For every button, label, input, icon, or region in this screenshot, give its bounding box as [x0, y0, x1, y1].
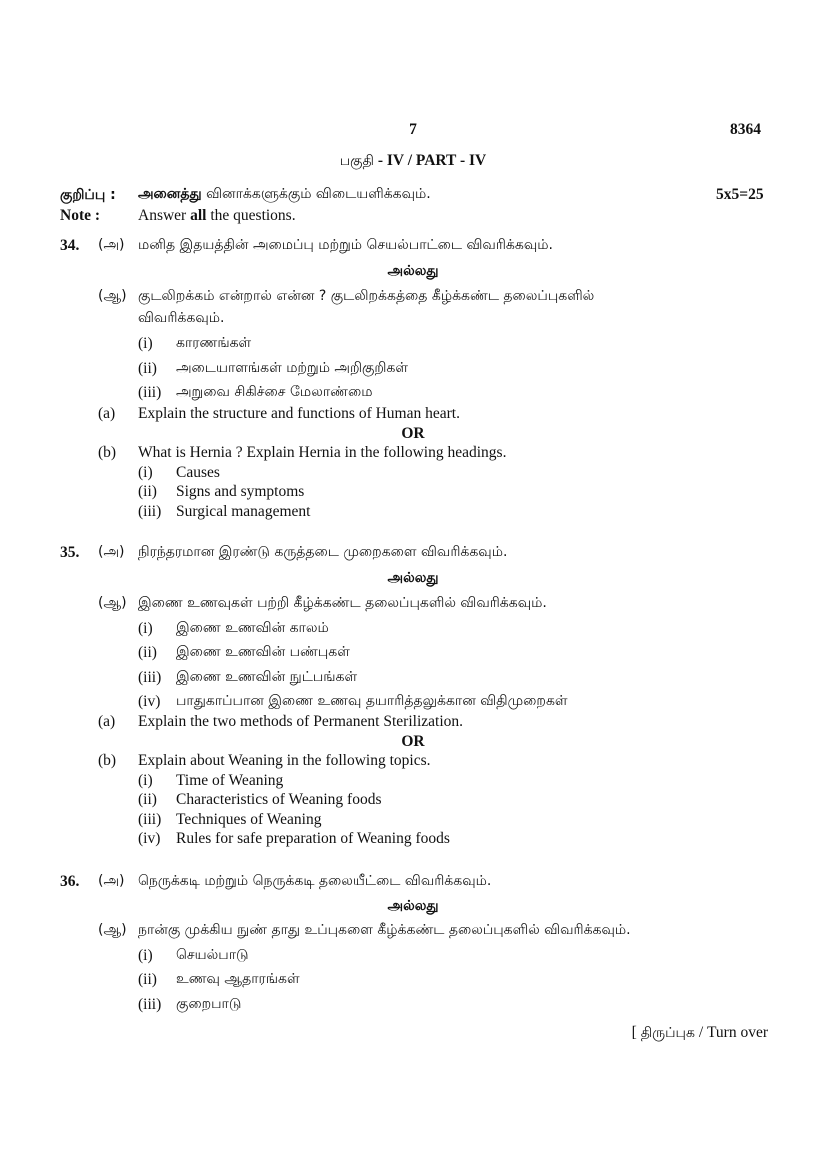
q35-b-item-text: பாதுகாப்பான இணை உணவு தயாரித்தலுக்கான விதிமுறைகள் [176, 693, 568, 709]
part-heading [0, 152, 826, 171]
q35-b-text: இணை உணவுகள் பற்றி கீழ்க்கண்ட தலைப்புகளில் விவரிக்கவும். [138, 595, 547, 611]
q34-en-b-item-num: (i) [138, 464, 153, 481]
q34-a-text: மனித இதயத்தின் அமைப்பு மற்றும் செயல்பாட்டை விவரிக்கவும். [138, 237, 553, 253]
q34-en-b-item-text: Causes [176, 464, 220, 481]
q36-number: 36. [60, 873, 80, 890]
q36-b-item-text: செயல்பாடு [176, 947, 249, 963]
paper-code: 8364 [730, 121, 761, 138]
q34-en-b-text: What is Hernia ? Explain Hernia in the following headings. [138, 444, 507, 461]
q34-or-english: OR [401, 425, 425, 442]
q35-or-tamil: அல்லது [387, 570, 439, 586]
turn-over-bracket: [ [631, 1024, 641, 1041]
q34-a-label: (அ) [98, 237, 125, 253]
q35-or-english: OR [401, 733, 425, 750]
q35-a-label: (அ) [98, 544, 125, 560]
q35-en-b-item-num: (iii) [138, 811, 162, 828]
q36-b-item-text: குறைபாடு [176, 996, 242, 1012]
q36-or-tamil: அல்லது [387, 898, 439, 914]
q36-b-item-num: (iii) [138, 996, 162, 1013]
note-tamil-label-text: குறிப்பு : [60, 187, 116, 203]
q36-a-text: நெருக்கடி மற்றும் நெருக்கடி தலையீட்டை விவரிக்கவும். [138, 873, 492, 889]
q34-or-tamil: அல்லது [387, 263, 439, 279]
q35-en-b-text: Explain about Weaning in the following topics. [138, 752, 431, 769]
turn-over [590, 1024, 768, 1043]
note-tamil-label [60, 186, 116, 205]
q34-b-item-num: (iii) [138, 384, 162, 401]
q35-en-b-item-num: (iv) [138, 830, 161, 847]
turn-over-tamil: திருப்புக [640, 1025, 695, 1041]
q35-en-b-item-num: (ii) [138, 791, 157, 808]
q34-b-item-text: அறுவை சிகிச்சை மேலாண்மை [176, 384, 373, 400]
q35-en-b-label: (b) [98, 752, 117, 769]
q34-b-item-num: (ii) [138, 360, 157, 377]
part-heading-rest: - IV / PART - IV [373, 152, 487, 169]
turn-over-english: / Turn over [694, 1024, 768, 1041]
q35-en-b-item-text: Time of Weaning [176, 772, 284, 789]
q34-b-text-1: குடலிறக்கம் என்றால் என்ன ? குடலிறக்கத்தை கீழ்க்கண்ட தலைப்புகளில் [138, 288, 595, 304]
q34-en-b-item-num: (iii) [138, 503, 162, 520]
q35-b-item-num: (ii) [138, 644, 157, 661]
q36-b-item-num: (i) [138, 947, 153, 964]
q34-number: 34. [60, 237, 80, 254]
q35-en-b-item-text: Rules for safe preparation of Weaning foods [176, 830, 450, 847]
q36-b-item-text: உணவு ஆதாரங்கள் [176, 971, 300, 987]
q34-b-item-text: அடையாளங்கள் மற்றும் அறிகுறிகள் [176, 360, 409, 376]
q34-b-item-text: காரணங்கள் [176, 335, 252, 351]
q34-en-a-label: (a) [98, 405, 116, 422]
q35-en-b-item-text: Characteristics of Weaning foods [176, 791, 382, 808]
q36-a-label: (அ) [98, 873, 125, 889]
q35-en-a-text: Explain the two methods of Permanent Sterilization. [138, 713, 464, 730]
q34-b-item-num: (i) [138, 335, 153, 352]
total-marks: 5x5=25 [716, 186, 764, 203]
q34-en-b-item-num: (ii) [138, 483, 157, 500]
q35-b-item-text: இணை உணவின் காலம் [176, 620, 329, 636]
q34-en-b-item-text: Surgical management [176, 503, 311, 520]
note-english-post: the questions. [206, 207, 296, 224]
note-tamil-rest: வினாக்களுக்கும் விடையளிக்கவும். [201, 186, 431, 202]
note-english-label: Note : [60, 207, 101, 224]
q34-en-a-text: Explain the structure and functions of Human heart. [138, 405, 460, 422]
q35-a-text: நிரந்தரமான இரண்டு கருத்தடை முறைகளை விவரிக்கவும். [138, 544, 508, 560]
note-tamil-bold: அனைத்து [138, 186, 202, 202]
q35-b-item-text: இணை உணவின் நுட்பங்கள் [176, 669, 358, 685]
q35-en-a-label: (a) [98, 713, 116, 730]
q36-b-text: நான்கு முக்கிய நுண் தாது உப்புகளை கீழ்க்கண்ட தலைப்புகளில் விவரிக்கவும். [138, 922, 631, 938]
q34-en-b-label: (b) [98, 444, 117, 461]
q36-b-item-num: (ii) [138, 971, 157, 988]
note-english-pre: Answer [138, 207, 191, 224]
q35-number: 35. [60, 544, 80, 561]
q35-b-item-text: இணை உணவின் பண்புகள் [176, 644, 350, 660]
note-english-text [138, 207, 296, 225]
q36-b-label: (ஆ) [98, 922, 127, 938]
note-english-bold: all [190, 207, 207, 224]
q35-b-label: (ஆ) [98, 595, 127, 611]
q35-b-item-num: (iv) [138, 693, 161, 710]
q35-en-b-item-num: (i) [138, 772, 153, 789]
note-tamil-text [138, 186, 431, 204]
q34-b-text-2: விவரிக்கவும். [138, 310, 225, 326]
q34-en-b-item-text: Signs and symptoms [176, 483, 305, 500]
q35-b-item-num: (i) [138, 620, 153, 637]
q35-en-b-item-text: Techniques of Weaning [176, 811, 322, 828]
part-heading-tamil: பகுதி [339, 153, 374, 169]
q34-b-label: (ஆ) [98, 288, 127, 304]
q35-b-item-num: (iii) [138, 669, 162, 686]
page-number: 7 [409, 121, 417, 138]
